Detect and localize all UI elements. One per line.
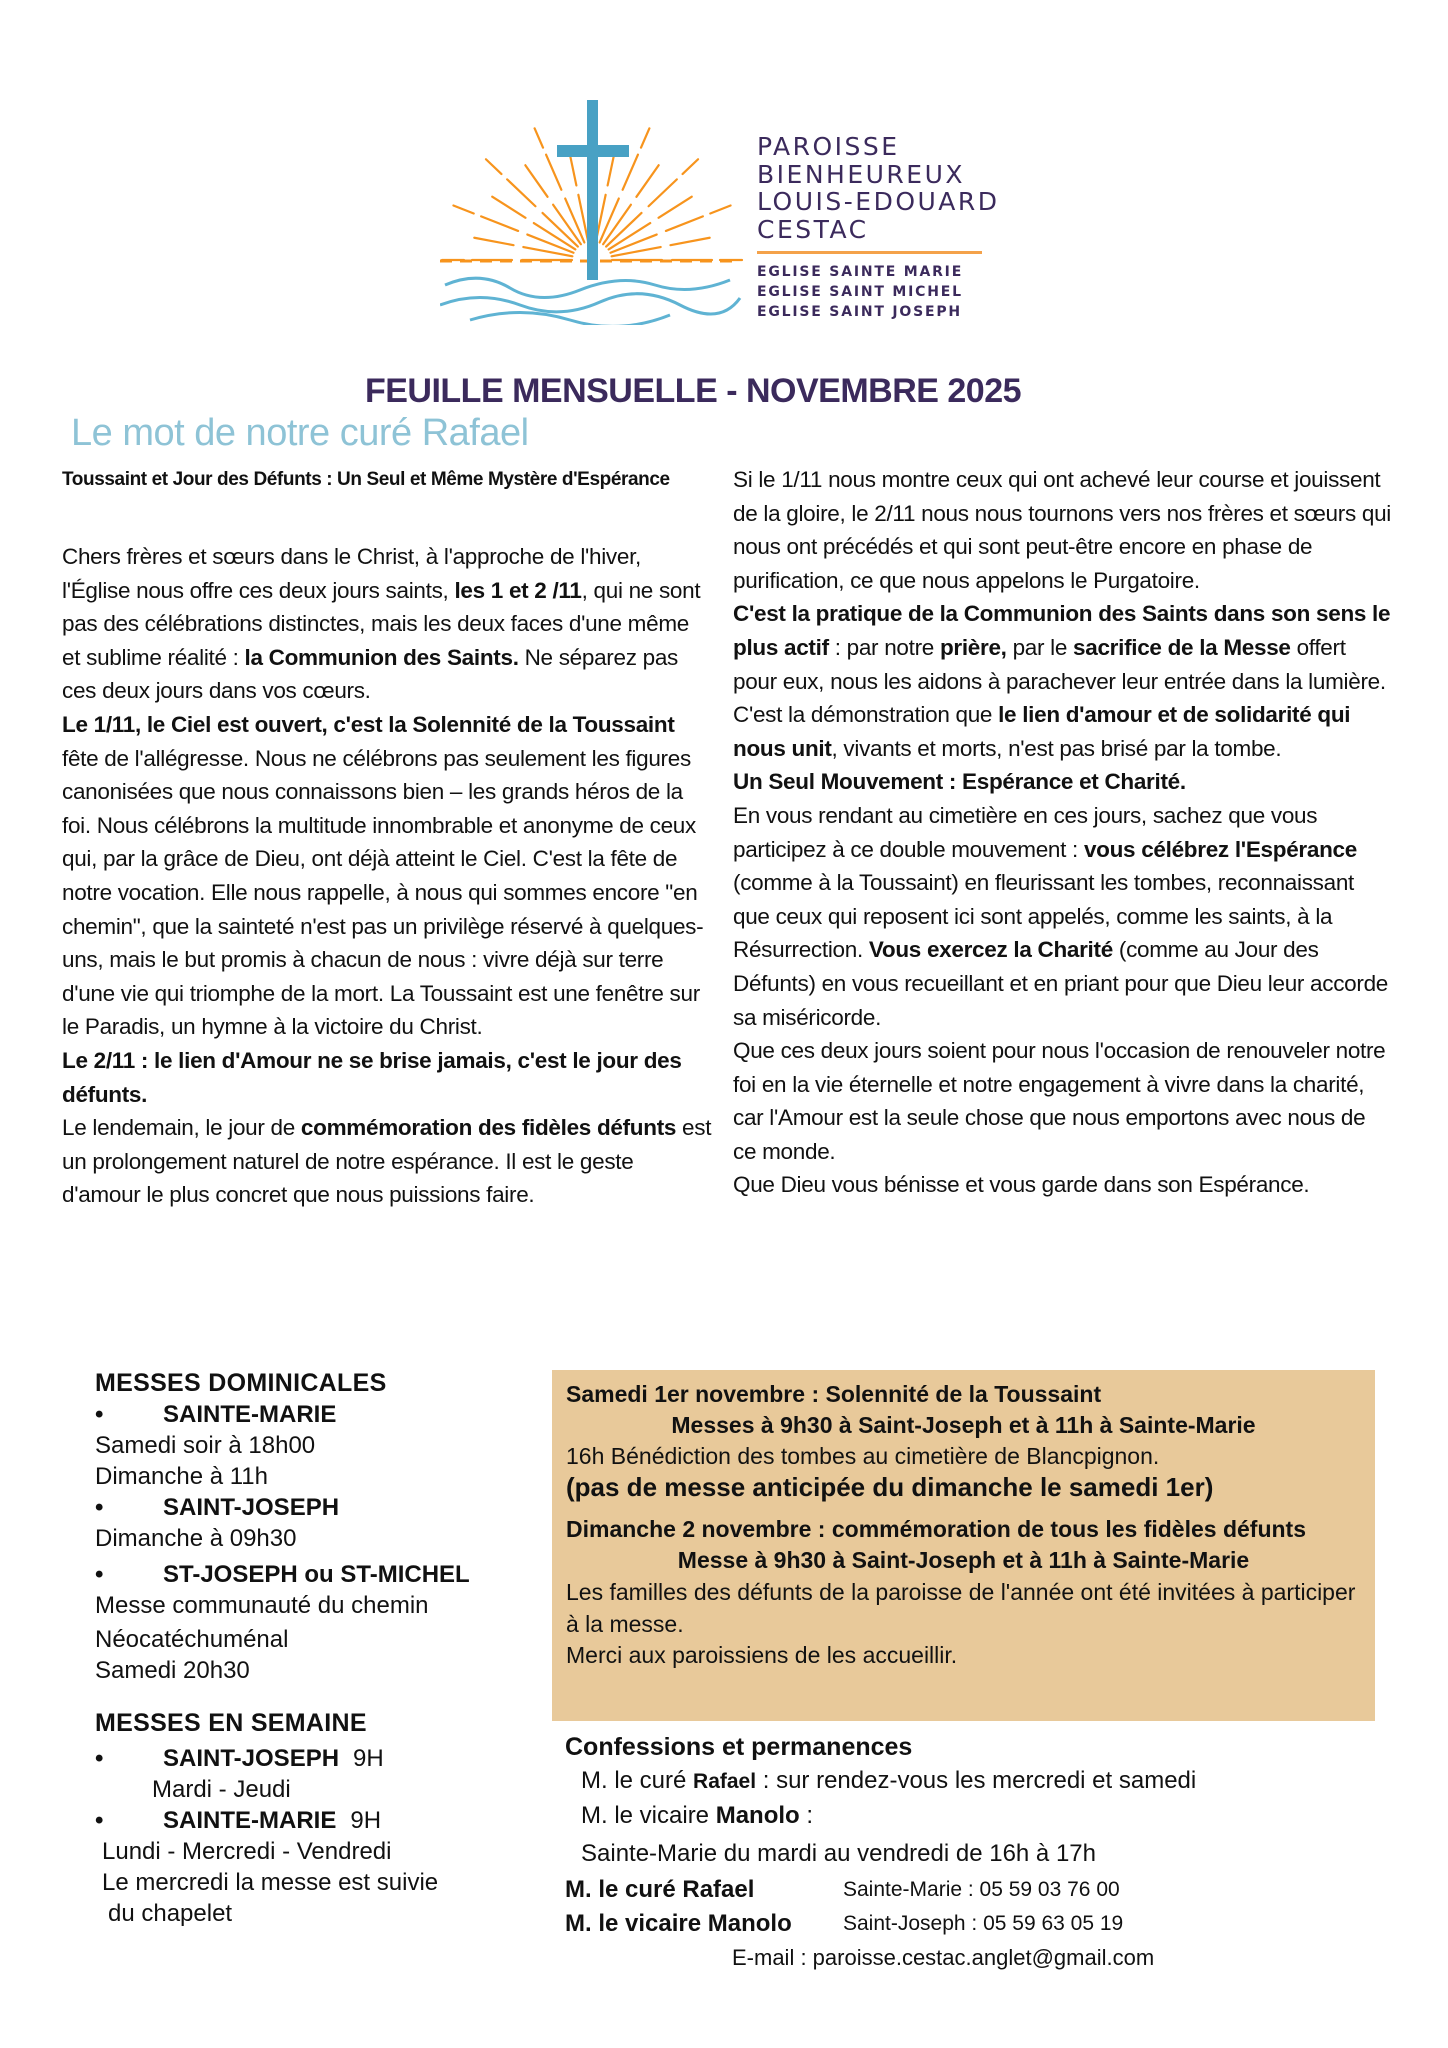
bullet-icon: • [95,1401,104,1428]
text-segment: M. le vicaire [581,1802,716,1829]
text-segment: (comme au Jour des Défunts) en vous recueillant et en priant pour que Dieu leur accorde sa miséricorde. [733,937,1388,1030]
confessions-heading: Confessions et permanences [565,1733,913,1761]
bold-text-segment: Le 2/11 : le lien d'Amour ne se brise jamais, c'est le jour des défunts. [62,1047,682,1107]
bold-text-segment: C'est la pratique de la Communion des Saints dans son sens le plus actif [733,601,1391,660]
mass-schedule [95,1368,555,1929]
text-segment: (comme à la Toussaint) en fleurissant les tombes, reconnaissant que ceux qui reposent ici sont appelés, comme les saints, à la Résurrection. [733,870,1354,963]
text-segment: par le [1006,634,1074,660]
sun-ray [670,238,709,245]
text-segment: : [799,1802,814,1829]
article-paragraph [62,1044,712,1111]
text-segment: fête de l'allégresse. Nous ne célébrons pas seulement les figures canonisées que nous connaissons bien – les grands héros de la foi. Nous célébrons la multitude innombrable et anonyme de ceux qui, par la grâce de Dieu, ont déjà atteint le Ciel. C'est la fête de notre vocation. Elle nous rappelle, à nous qui sommes encore "en chemin", que la sainteté n'est pas un privilège réservé à quelques-uns, mais le but promis à chacun de nous : vivre déjà sur terre d'une vie qui triomphe de la mort. La Toussaint est une fenêtre sur le Paradis, un hymne à la victoire du Christ. [62,745,704,1040]
sunday-masses: Messe à 9h30 à Saint-Joseph et à 11h à Sainte-Marie [677,1547,1250,1573]
text-segment: En vous rendant au cimetière en ces jours, sachez que vous participez à ce double mouvement : [733,802,1318,862]
saturday-blessing: 16h Bénédiction des tombes au cimetière de Blancpignon. [566,1443,1160,1469]
mass-note: Le mercredi la messe est suivie [102,1869,439,1896]
article-paragraph [733,597,1393,765]
text-segment: , qui ne sont pas des célébrations distinctes, mais les deux faces d'une même et sublime réalité : [62,577,701,670]
bullet-icon: • [95,1494,104,1521]
article-paragraph [733,1168,1393,1202]
bold-text-segment: commémoration des fidèles défunts [300,1115,677,1141]
bullet-icon: • [95,1807,104,1834]
mass-time: 9H [353,1745,384,1772]
church-item [95,1805,555,1836]
cross-horizontal [557,145,629,157]
sun-ray [535,128,543,147]
bold-text-segment: les 1 et 2 /11 [454,577,582,603]
all-saints-box [552,1370,1375,1721]
sun-ray [525,165,547,197]
church-label: SAINTE-MARIE [163,1401,337,1428]
saturday-title: Samedi 1er novembre : Solennité de la Toussaint [566,1381,1102,1407]
water-wave [440,294,740,314]
mass-time: Messe communauté du chemin [95,1592,429,1619]
bold-text-segment: le lien d'amour et de solidarité qui nous unit [733,702,1351,761]
sun-ray [659,197,692,218]
sunday-title: Dimanche 2 novembre : commémoration de tous les fidèles défunts [566,1516,1307,1542]
sun-ray [492,197,525,218]
article-paragraph [62,708,712,1044]
church-name: EGLISE SAINTE MARIE [757,264,964,280]
sun-ray [641,128,649,147]
mass-time: Néocatéchuménal [95,1626,289,1653]
sun-ray [453,205,473,213]
sun-ray [546,155,561,190]
cross-vertical [587,100,598,280]
mass-days: Lundi - Mercredi - Vendredi [102,1838,392,1865]
mass-note: du chapelet [108,1900,233,1927]
saturday-note: (pas de messe anticipée du dimanche le samedi 1er) [566,1472,1214,1502]
church-label: SAINT-JOSEPH [163,1494,340,1521]
bold-text-segment: Un Seul Mouvement : Espérance et Charité. [733,769,1186,795]
church-item [95,1492,555,1523]
vicaire-name: Manolo [715,1802,800,1829]
page-title: FEUILLE MENSUELLE - NOVEMBRE 2025 [364,372,1022,410]
weekday-masses-heading: MESSES EN SEMAINE [95,1709,367,1737]
contact-phone: Sainte-Marie : 05 59 03 76 00 [843,1878,1120,1901]
bold-text-segment: sacrifice de la Messe [1073,634,1291,660]
text-segment: Que ces deux jours soient pour nous l'occasion de renouveler notre foi en la vie éternelle et notre engagement à vivre dans la charité, car l'Amour est la seule chose que nous emportons avec nous de ce monde. [733,1038,1386,1164]
vicaire-schedule [565,1799,1395,1833]
article-paragraph [733,463,1393,597]
text-segment: : par notre [828,634,940,660]
sunday-thanks: Merci aux paroissiens de les accueillir. [566,1642,958,1668]
mass-time: 9H [350,1807,382,1834]
article-paragraph [733,799,1393,1034]
parish-name [757,133,1000,243]
contact-email[interactable]: E-mail : paroisse.cestac.anglet@gmail.com [732,1945,1155,1970]
text-segment: Si le 1/11 nous montre ceux qui ont achevé leur course et jouissent de la gloire, le 2/11 nous nous tournons vers nos frères et sœurs qui nous ont précédés et qui sont peut-être encore en phase de purification, ce que nous appelons le Purgatoire. [733,467,1391,593]
church-name: EGLISE SAINT JOSEPH [757,304,962,320]
sun-ray [683,159,699,174]
mass-days: Mardi - Jeudi [152,1776,291,1803]
cure-name: Rafael [693,1770,757,1793]
article-paragraph [62,540,712,708]
contact-name: M. le curé Rafael [565,1876,755,1903]
bold-text-segment: Vous exercez la Charité [868,937,1113,963]
confessions-section [565,1730,1395,1975]
parish-logo [440,90,750,330]
parish-name-line: PAROISSE [757,132,900,161]
bold-text-segment: Le 1/11, le Ciel est ouvert, c'est la Solennité de la Toussaint [62,711,675,737]
sun-ray [474,238,513,245]
church-label: ST-JOSEPH ou ST-MICHEL [163,1561,470,1588]
text-segment: offert pour eux, nous les aidons à parachever leur entrée dans la lumière. C'est la démonstration que [733,634,1386,728]
bold-text-segment: prière, [939,634,1007,660]
sun-ray [623,155,638,190]
saturday-masses: Messes à 9h30 à Saint-Joseph et à 11h à Sainte-Marie [671,1412,1256,1438]
article-column-left [62,540,712,1212]
mass-time: Samedi 20h30 [95,1657,250,1684]
contact-row [565,1873,1395,1907]
sun-ray [636,165,658,197]
sun-ray [649,179,677,206]
article-paragraph [733,1034,1393,1168]
sun-ray [666,216,703,231]
church-name: EGLISE SAINT MICHEL [757,284,963,300]
bullet-icon: • [95,1561,104,1588]
church-label: SAINT-JOSEPH [163,1745,340,1772]
sun-ray [507,179,535,206]
mass-time: Samedi soir à 18h00 [95,1432,316,1459]
contact-name: M. le vicaire Manolo [565,1910,792,1937]
text-segment: : sur rendez-vous les mercredi et samedi [756,1767,1197,1794]
text-segment: Ne séparez pas ces deux jours dans vos cœurs. [62,644,678,704]
text-segment: M. le curé [581,1767,694,1794]
bold-text-segment: vous célébrez l'Espérance [1083,836,1357,862]
mass-time: Dimanche à 11h [95,1463,268,1490]
church-item [95,1743,555,1774]
article-subtitle: Toussaint et Jour des Défunts : Un Seul et Même Mystère d'Espérance [62,469,670,490]
sun-ray [710,205,730,213]
church-list [757,262,963,322]
contact-row [565,1907,1395,1941]
article-paragraph [733,765,1393,799]
water-wave [470,313,670,326]
parish-name-line: BIENHEUREUX [757,159,966,189]
article-paragraph [62,1111,712,1212]
sun-ray [486,159,502,174]
section-title: Le mot de notre curé Rafael [71,412,529,454]
church-item [95,1399,555,1430]
contact-phone: Saint-Joseph : 05 59 63 05 19 [843,1912,1124,1935]
sunday-families: Les familles des défunts de la paroisse de l'année ont été invitées à participer à la messe. [566,1579,1356,1637]
article-column-right [733,463,1393,1202]
text-segment: , vivants et morts, n'est pas brisé par la tombe. [831,735,1282,761]
cure-schedule [565,1764,1395,1799]
bullet-icon: • [95,1745,104,1772]
parish-name-line: LOUIS-EDOUARD [757,187,1000,216]
sunday-masses-heading: MESSES DOMINICALES [95,1369,387,1397]
bold-text-segment: la Communion des Saints. [244,644,519,670]
church-item [95,1559,555,1590]
vicaire-hours: Sainte-Marie du mardi au vendredi de 16h à 17h [581,1840,1096,1867]
text-segment: est un prolongement naturel de notre espérance. Il est le geste d'amour le plus concret que nous puissions faire. [62,1115,712,1208]
text-segment: Le lendemain, le jour de [62,1115,301,1141]
text-segment: Chers frères et sœurs dans le Christ, à l'approche de l'hiver, l'Église nous offre ces deux jours saints, [62,544,641,603]
water-wave [445,278,730,297]
mass-time: Dimanche à 09h30 [95,1525,297,1552]
cross-sunburst-icon [440,90,750,325]
sun-ray [481,216,518,231]
church-label: SAINTE-MARIE [163,1807,337,1834]
parish-name-line: CESTAC [757,214,869,244]
text-segment: Que Dieu vous bénisse et vous garde dans son Espérance. [733,1172,1310,1198]
logo-divider [757,251,982,254]
